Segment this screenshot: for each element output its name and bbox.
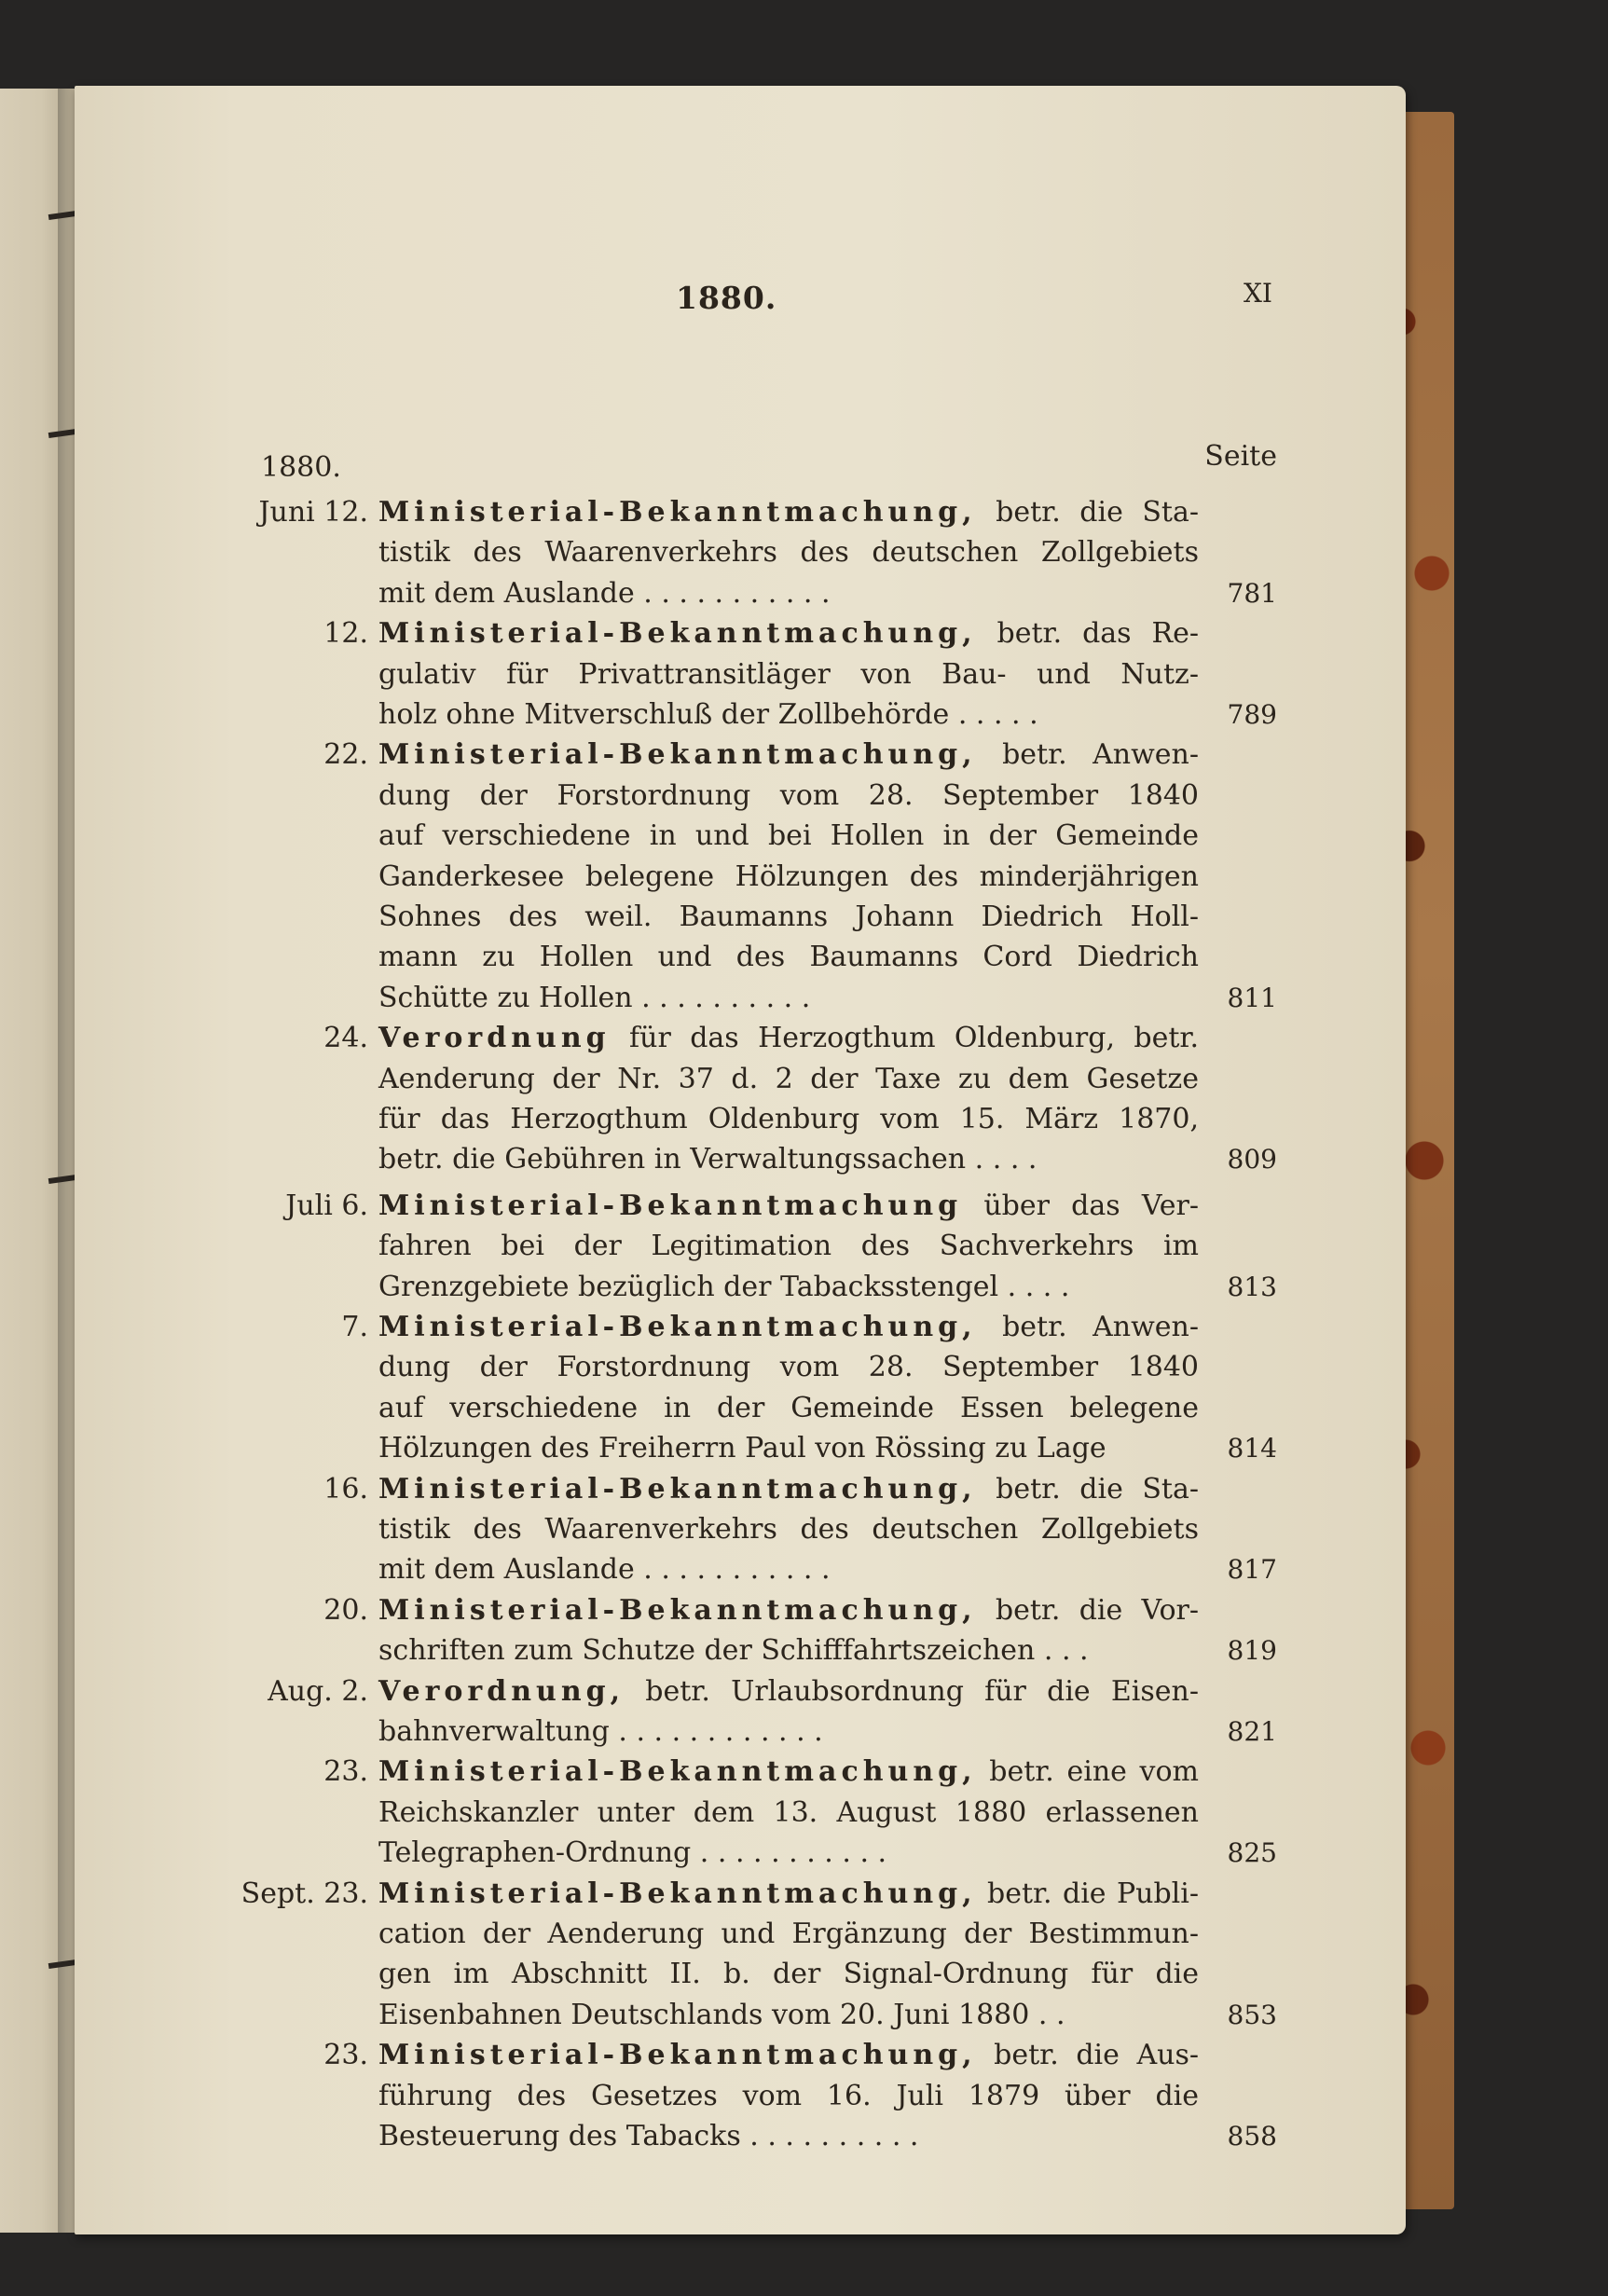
entry-page-number: 811	[1227, 982, 1277, 1013]
entry-page-number: 825	[1227, 1837, 1277, 1869]
page-title: 1880.	[676, 280, 777, 316]
entry-text-line: schriften zum Schutze der Schifffahrtszeichen . . .	[378, 1634, 1089, 1668]
entry-text-line	[378, 1876, 1199, 1913]
entry-text-line	[378, 1471, 1199, 1508]
entry-text-line: dung der Forstordnung vom 28. September 1840	[378, 1351, 1199, 1384]
entry-text-line: auf verschiedene in der Gemeinde Essen belegene	[378, 1391, 1199, 1424]
entry-text-line: tistik des Waarenverkehrs des deutschen Zollgebiets	[378, 1513, 1199, 1546]
entry-text: betr. Urlaubsordnung für die Eisen-	[645, 1674, 1199, 1708]
entry-date: 16.	[323, 1472, 368, 1505]
entry-text-line: Reichskanzler unter dem 13. August 1880 erlassenen	[378, 1795, 1199, 1829]
entry-type: Ministerial-Bekanntmachung,	[378, 496, 977, 529]
entry-date: 12.	[323, 617, 368, 651]
seite-label: Seite	[1204, 440, 1277, 473]
entry-text-line: betr. die Gebühren in Verwaltungssachen . . . .	[378, 1143, 1038, 1176]
entry-type: Verordnung	[378, 1022, 611, 1055]
entry-text-line: dung der Forstordnung vom 28. September 1840	[378, 778, 1199, 812]
entry-text-line	[378, 1673, 1199, 1711]
entry-text-line	[378, 1188, 1199, 1225]
entry-page-number: 789	[1227, 699, 1277, 730]
entry-text-line: gulativ für Privattransitläger von Bau- und Nutz-	[378, 657, 1199, 691]
entry-type: Ministerial-Bekanntmachung,	[378, 1877, 977, 1910]
entry-page-number: 819	[1227, 1635, 1277, 1667]
entry-text-line: Hölzungen des Freiherrn Paul von Rössing zu Lage	[378, 1432, 1106, 1465]
entry-type: Ministerial-Bekanntmachung,	[378, 2039, 977, 2072]
entry-date: Aug. 2.	[268, 1674, 368, 1708]
entry-text-line: Besteuerung des Tabacks . . . . . . . . . .	[378, 2120, 919, 2152]
entry-text-line	[378, 1309, 1199, 1346]
entry-date: Juni 12.	[258, 496, 368, 529]
entry-text-line: Telegraphen-Ordnung . . . . . . . . . . .	[378, 1836, 887, 1870]
entry-type: Ministerial-Bekanntmachung,	[378, 738, 977, 772]
entry-text: betr. die Publi-	[987, 1877, 1199, 1910]
entry-text-line: fahren bei der Legitimation des Sachverkehrs im	[378, 1230, 1199, 1263]
entry-date: 23.	[323, 1755, 368, 1789]
entry-text: betr. Anwen-	[1002, 738, 1199, 772]
entry-text: über das Ver-	[983, 1189, 1199, 1222]
entry-page-number: 853	[1227, 1999, 1277, 2030]
entry-date: 20.	[323, 1593, 368, 1627]
entry-text-line: gen im Abschnitt II. b. der Signal-Ordnung für die	[378, 1958, 1199, 1991]
entry-text-line: auf verschiedene in und bei Hollen in der Gemeinde	[378, 819, 1199, 853]
entry-page-number: 809	[1227, 1144, 1277, 1175]
book-page	[75, 86, 1406, 2234]
entry-type: Ministerial-Bekanntmachung,	[378, 1311, 977, 1343]
entry-page-number: 814	[1227, 1433, 1277, 1464]
entry-text: betr. die Sta-	[996, 496, 1199, 529]
entry-text-line: holz ohne Mitverschluß der Zollbehörde . . . . .	[378, 698, 1038, 731]
entry-text-line: cation der Aenderung und Ergänzung der Bestimmun-	[378, 1918, 1199, 1950]
entry-type: Ministerial-Bekanntmachung,	[378, 1472, 977, 1505]
entry-text-line: Aenderung der Nr. 37 d. 2 der Taxe zu dem Gesetze	[378, 1062, 1199, 1095]
entry-date: Sept. 23.	[241, 1877, 368, 1910]
entry-text: betr. die Aus-	[994, 2039, 1199, 2072]
entry-text-line: Eisenbahnen Deutschlands vom 20. Juni 1880 . .	[378, 1998, 1065, 2031]
entry-text-line: mann zu Hollen und des Baumanns Cord Diedrich	[378, 941, 1199, 974]
entry-text-line: Ganderkesee belegene Hölzungen des minderjährigen	[378, 859, 1199, 893]
entry-text-line: führung des Gesetzes vom 16. Juli 1879 über die	[378, 2079, 1199, 2112]
entry-date: 24.	[323, 1022, 368, 1055]
page-number: XI	[1244, 278, 1272, 309]
entry-text-line	[378, 736, 1199, 774]
entry-date: Juli 6.	[285, 1189, 368, 1222]
entry-page-number: 781	[1227, 577, 1277, 609]
entry-date: 7.	[341, 1311, 368, 1343]
entry-text-line: Schütte zu Hollen . . . . . . . . . .	[378, 981, 811, 1014]
entry-text-line	[378, 1020, 1199, 1057]
entry-text-line	[378, 494, 1199, 531]
entry-type: Verordnung,	[378, 1674, 625, 1708]
entry-date: 22.	[323, 738, 368, 772]
table-of-contents	[75, 86, 1406, 2234]
year-label: 1880.	[261, 451, 341, 484]
entry-type: Ministerial-Bekanntmachung	[378, 1189, 963, 1222]
entry-page-number: 858	[1227, 2121, 1277, 2152]
entry-text: betr. das Re-	[996, 617, 1199, 651]
entry-text-line: mit dem Auslande . . . . . . . . . . .	[378, 1553, 831, 1587]
entry-text-line	[378, 1592, 1199, 1629]
entry-text-line: tistik des Waarenverkehrs des deutschen Zollgebiets	[378, 536, 1199, 570]
entry-type: Ministerial-Bekanntmachung,	[378, 1755, 977, 1789]
entry-type: Ministerial-Bekanntmachung,	[378, 617, 977, 651]
entry-text-line: mit dem Auslande . . . . . . . . . . .	[378, 576, 831, 610]
entry-text-line: Sohnes des weil. Baumanns Johann Diedrich Holl-	[378, 901, 1199, 933]
entry-page-number: 817	[1227, 1554, 1277, 1586]
entry-text-line: für das Herzogthum Oldenburg vom 15. März 1870,	[378, 1103, 1199, 1135]
entry-type: Ministerial-Bekanntmachung,	[378, 1593, 977, 1627]
entry-text-line: bahnverwaltung . . . . . . . . . . . .	[378, 1715, 823, 1748]
entry-text: betr. Anwen-	[1002, 1311, 1199, 1343]
entry-text: für das Herzogthum Oldenburg, betr.	[629, 1022, 1199, 1055]
entry-page-number: 821	[1227, 1716, 1277, 1747]
entry-text-line	[378, 2037, 1199, 2074]
entry-date: 23.	[323, 2039, 368, 2072]
entry-text-line	[378, 615, 1199, 653]
entry-text: betr. die Vor-	[995, 1593, 1199, 1627]
entry-text: betr. eine vom	[989, 1755, 1199, 1789]
entry-text-line: Grenzgebiete bezüglich der Tabacksstengel . . . .	[378, 1270, 1070, 1303]
entry-text-line	[378, 1753, 1199, 1791]
entry-text: betr. die Sta-	[996, 1472, 1199, 1505]
entry-page-number: 813	[1227, 1271, 1277, 1302]
